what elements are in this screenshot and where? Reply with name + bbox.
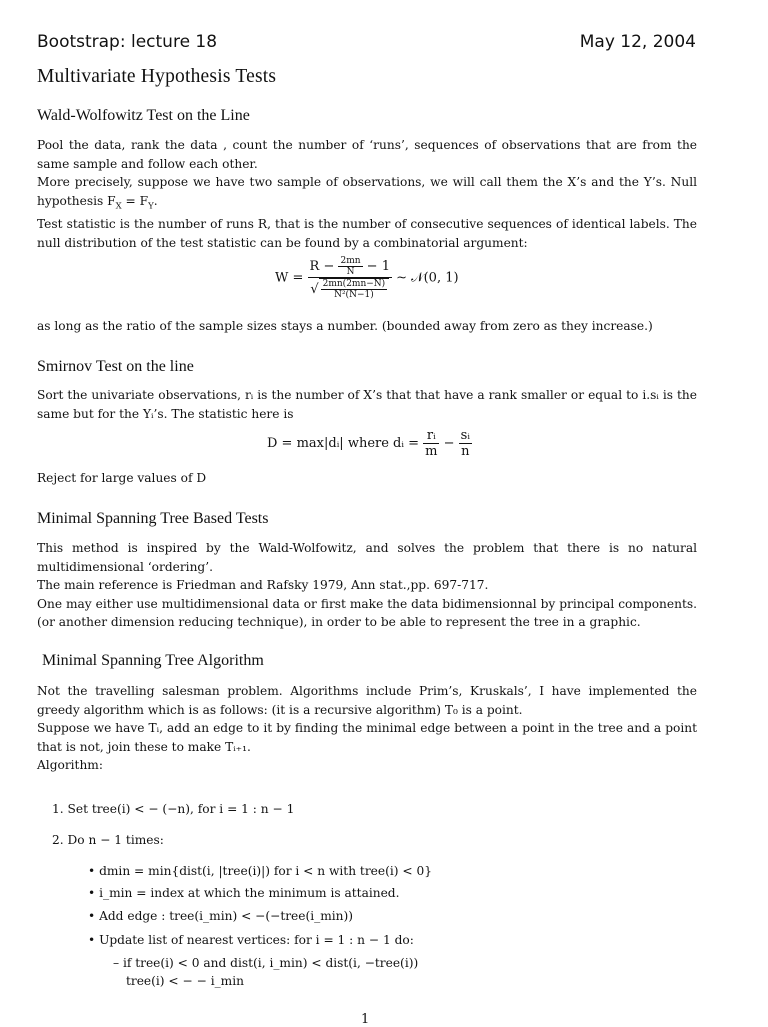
smirnov-eq-minus: − [443,436,455,451]
wald-eq-rhs: ∼ 𝒩(0, 1) [396,270,459,286]
wald-eq-num-frac [338,256,362,277]
header-date: May 12, 2004 [579,32,696,52]
smirnov-eq-f1-bot: m [425,444,438,459]
mst-p2: The main reference is Friedman and Rafsky 1979, Ann stat.,pp. 697-717. [37,578,489,592]
wald-paragraph [37,136,697,252]
wald-p2-text: More precisely, suppose we have two sample of observations, we will call them the X’s and the Y’s. Null hypothesis F [37,175,697,208]
algo-bullet-3: • Add edge : tree(i_min) < −(−tree(i_min)) [88,909,354,923]
algo-paragraph [37,682,697,775]
algo-bullet-1: • dmin = min{dist(i, |tree(i)|) for i < n with tree(i) < 0} [88,864,432,878]
algo-step-1: 1. Set tree(i) < − (−n), for i = 1 : n − 1 [52,802,295,816]
wald-eq-denominator: √ $\frac{2mn(2mn-N)}{\text{N²(N−1)}}$ [308,278,392,300]
wald-p2-sub-x: X [115,200,122,211]
wald-eq-den-frac [321,279,388,300]
algo-step-2: 2. Do n − 1 times: [52,833,164,847]
smirnov-eq-lhs: D = max|dᵢ| where dᵢ = [267,436,420,451]
section-heading-wald-wolfowitz: Wald-Wolfowitz Test on the Line [37,107,250,124]
algo-bullet-2-text: i_min = index at which the minimum is attained. [99,886,400,900]
algo-bullet-4-text: Update list of nearest vertices: for i = 1 : n − 1 do: [99,933,414,947]
wald-p1: Pool the data, rank the data , count the number of ‘runs’, sequences of observations that are from the same sample and follow each other. [37,138,697,171]
smirnov-eq-f2-bot: n [461,444,470,459]
algo-bullet-3-text: Add edge : tree(i_min) < −(−tree(i_min)) [99,909,354,923]
algo-subitem-1: – if tree(i) < 0 and dist(i, i_min) < dist(i, −tree(i)) [113,956,419,970]
wald-p2-end: . [153,193,158,208]
wald-eq-fraction [308,256,392,300]
smirnov-p2: Reject for large values of D [37,471,207,485]
algo-bullet-1-text: dmin = min{dist(i, |tree(i)|) for i < n with tree(i) < 0} [99,864,432,878]
wald-p4: as long as the ratio of the sample sizes stays a number. (bounded away from zero as they increase.) [37,319,653,333]
wald-eq-num-frac-bot: N [346,267,355,277]
algo-p2: Suppose we have Tᵢ, add an edge to it by finding the minimal edge between a point in the tree and a point that is not, join these to make Tᵢ₊₁. [37,721,697,754]
algo-p3: Algorithm: [37,758,103,772]
section-heading-smirnov: Smirnov Test on the line [37,358,194,375]
page-number: 1 [361,1012,370,1027]
wald-eq-numerator [308,256,392,278]
page-title: Multivariate Hypothesis Tests [37,66,277,87]
wald-eq-lhs: W = [275,270,304,286]
smirnov-eq-f2-top: sᵢ [460,428,470,443]
header-course: Bootstrap: lecture 18 [37,32,218,52]
wald-p2-sub-y: Y [148,200,154,211]
smirnov-eq-frac2 [459,428,472,459]
smirnov-equation [267,428,472,459]
wald-eq-den-bot: N²(N−1) [334,290,374,300]
smirnov-eq-f1-top: rᵢ [423,428,439,444]
wald-eq-den-top: 2mn(2mn−N) [322,279,386,289]
algo-p1: Not the travelling salesman problem. Algorithms include Prim’s, Kruskals’, I have implemented the greedy algorithm which is as follows: (it is a recursive algorithm) T₀ is a point. [37,684,697,717]
wald-eq-num-end: − 1 [362,259,390,274]
algo-bullet-2: • i_min = index at which the minimum is attained. [88,886,400,900]
mst-p3: One may either use multidimensional data or first make the data bidimensionnal by principal components. (or another dimension reducing technique), in order to be able to represent the tree in a graphic. [37,596,697,629]
algo-bullet-4: • Update list of nearest vertices: for i = 1 : n − 1 do: [88,933,414,947]
mst-paragraph [37,539,697,632]
section-heading-algorithm: Minimal Spanning Tree Algorithm [42,652,264,669]
wald-p2-mid: = F [121,193,149,208]
algo-subitem-2: tree(i) < − − i_min [126,974,244,988]
section-heading-mst: Minimal Spanning Tree Based Tests [37,510,269,527]
wald-p2 [37,173,697,215]
wald-eq-num-start: R − [309,259,339,274]
wald-eq-num-frac-top: 2mn [340,256,361,266]
smirnov-p1: Sort the univariate observations, rᵢ is the number of X’s that that have a rank smaller or equal to i.sᵢ is the same but for the Yᵢ’s. The statistic here is [37,388,697,421]
wald-equation [275,256,459,300]
wald-p3: Test statistic is the number of runs R, that is the number of consecutive sequences of identical labels. The null distribution of the test statistic can be found by a combinatorial argument: [37,217,697,250]
mst-p1: This method is inspired by the Wald-Wolfowitz, and solves the problem that there is no natural multidimensional ‘ordering’. [37,541,697,574]
smirnov-eq-frac1 [423,428,439,459]
